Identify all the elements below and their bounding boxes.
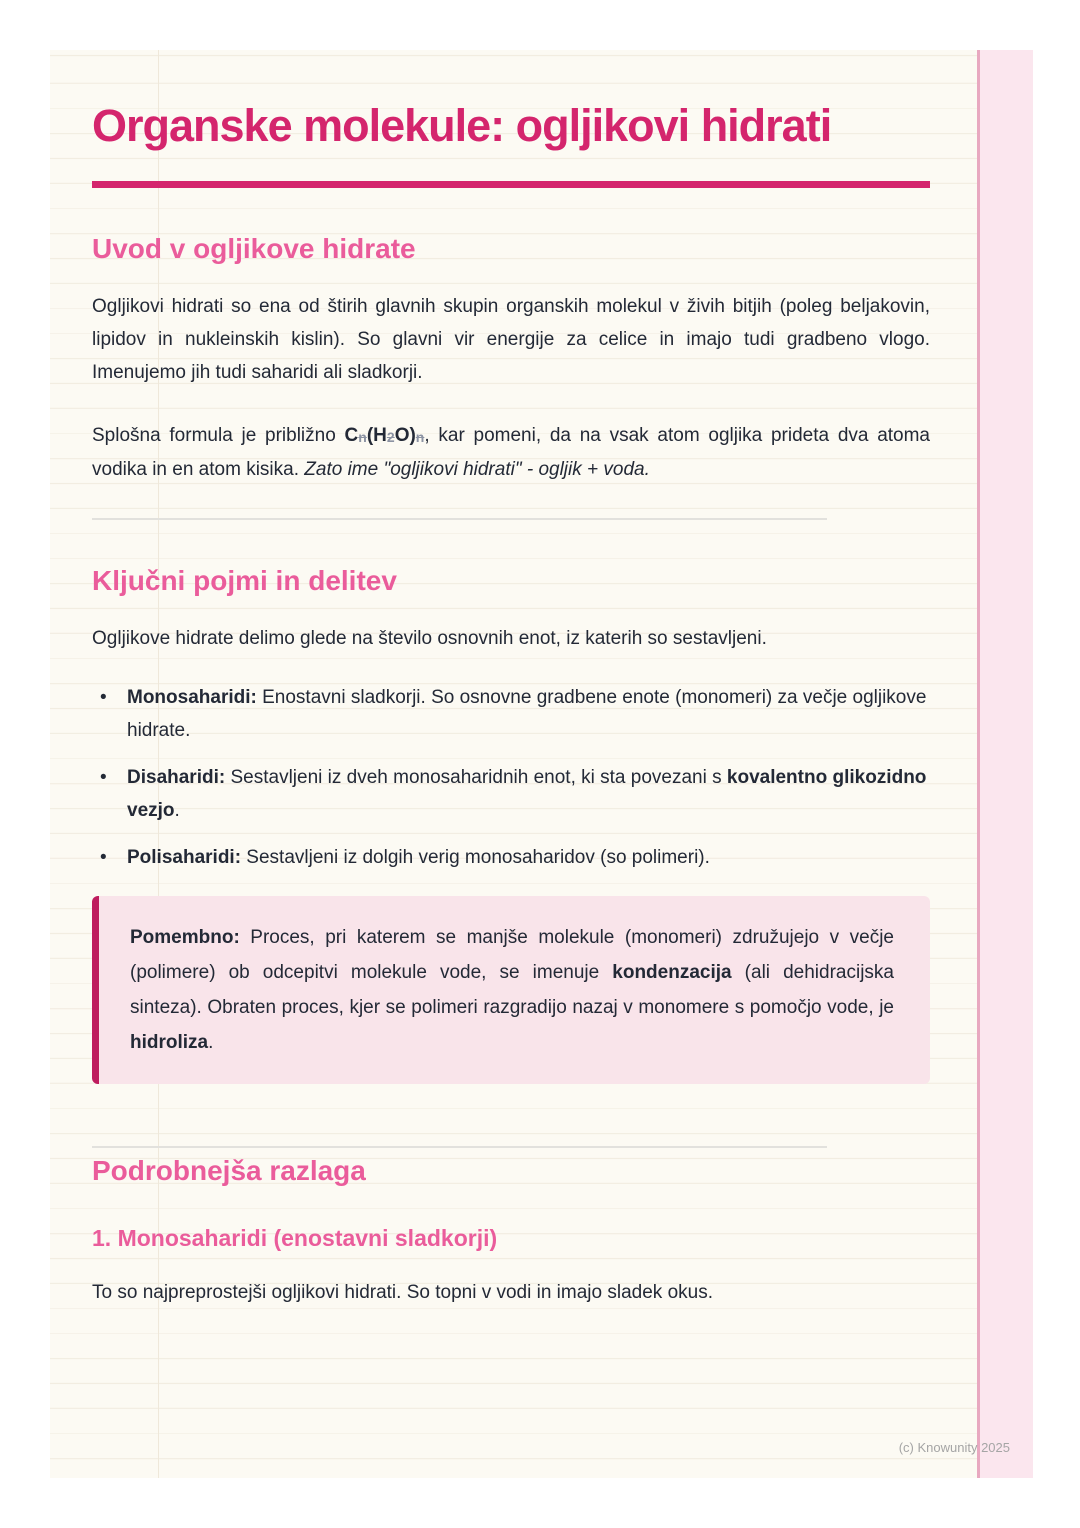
formula-lead: Splošna formula je približno — [92, 425, 345, 446]
right-accent-rail — [977, 50, 1033, 1478]
list-item-polisaharidi — [92, 841, 930, 874]
page-content — [92, 50, 930, 1309]
list-item-bold-phrase: kovalentno glikozidno vezjo — [127, 767, 927, 821]
callout-text-1: Proces, pri katerem se manjše molekule (monomeri) združujejo v večje (polimere) ob odcepitvi molekule vode, se imenuje — [130, 927, 894, 983]
key-terms-list — [92, 681, 930, 874]
section-divider — [92, 1146, 827, 1148]
list-item-monosaharidi — [92, 681, 930, 747]
formula-italic-note: Zato ime "ogljikovi hidrati" - ogljik + voda. — [304, 459, 650, 480]
list-item-term: Disaharidi: — [127, 767, 226, 788]
section-divider — [92, 518, 827, 520]
notes-page — [50, 50, 1033, 1478]
list-item-disaharidi — [92, 761, 930, 827]
callout-text-2: (ali dehidracijska sinteza). Obraten proces, kjer se polimeri razgradijo nazaj v monomere s pomočjo vode, je — [130, 962, 894, 1018]
important-callout — [92, 896, 930, 1084]
callout-label: Pomembno: — [130, 927, 240, 948]
formula-c: C — [344, 425, 359, 446]
bullet-marker: • — [100, 847, 107, 868]
formula-sub-2: 2 — [386, 429, 395, 445]
copyright-watermark: (c) Knowunity 2025 — [898, 1440, 1010, 1455]
section-heading-intro: Uvod v ogljikove hidrate — [92, 233, 416, 264]
formula-after: , kar pomeni, da na vsak atom ogljika prideta dva atoma vodika in en atom kisika. — [92, 425, 930, 480]
page-title: Organske molekule: ogljikovi hidrati — [92, 100, 832, 151]
list-item-term: Monosaharidi: — [127, 687, 257, 708]
formula-sub-n2: n — [415, 429, 425, 445]
callout-bold-kondenzacija: kondenzacija — [612, 962, 732, 983]
bullet-marker: • — [100, 767, 107, 788]
callout-bold-hidroliza: hidroliza — [130, 1032, 209, 1053]
formula-sub-n1: n — [358, 429, 367, 445]
title-underline-rule — [92, 181, 930, 188]
list-item-term: Polisaharidi: — [127, 847, 242, 868]
list-item-text: Sestavljeni iz dolgih verig monosaharidov (so polimeri). — [241, 847, 710, 868]
section-heading-detail: Podrobnejša razlaga — [92, 1155, 366, 1186]
detail-paragraph: To so najpreprostejši ogljikovi hidrati. So topni v vodi in imajo sladek okus. — [92, 1282, 713, 1303]
intro-paragraph: Ogljikovi hidrati so ena od štirih glavnih skupin organskih molekul v živih bitjih (poleg beljakovin, lipidov in nukleinskih kislin). So glavni vir energije za celice in imajo tudi gradbeno vlogo. Imenujemo jih tudi saharidi ali sladkorji. — [92, 296, 930, 383]
section-heading-key-terms: Ključni pojmi in delitev — [92, 565, 397, 596]
formula-o-close: O) — [394, 425, 416, 446]
list-item-text: Sestavljeni iz dveh monosaharidnih enot, ki sta povezani s — [225, 767, 727, 788]
subsection-heading-monosaharidi: 1. Monosaharidi (enostavni sladkorji) — [92, 1225, 498, 1251]
list-item-text-end: . — [174, 800, 180, 821]
list-item-text: Enostavni sladkorji. So osnovne gradbene enote (monomeri) za večje ogljikove hidrate. — [127, 687, 927, 741]
formula-open-h: (H — [366, 425, 387, 446]
formula-paragraph — [92, 419, 930, 486]
callout-text-3: . — [208, 1032, 214, 1053]
key-terms-paragraph: Ogljikove hidrate delimo glede na število osnovnih enot, iz katerih so sestavljeni. — [92, 628, 767, 649]
bullet-marker: • — [100, 687, 107, 708]
